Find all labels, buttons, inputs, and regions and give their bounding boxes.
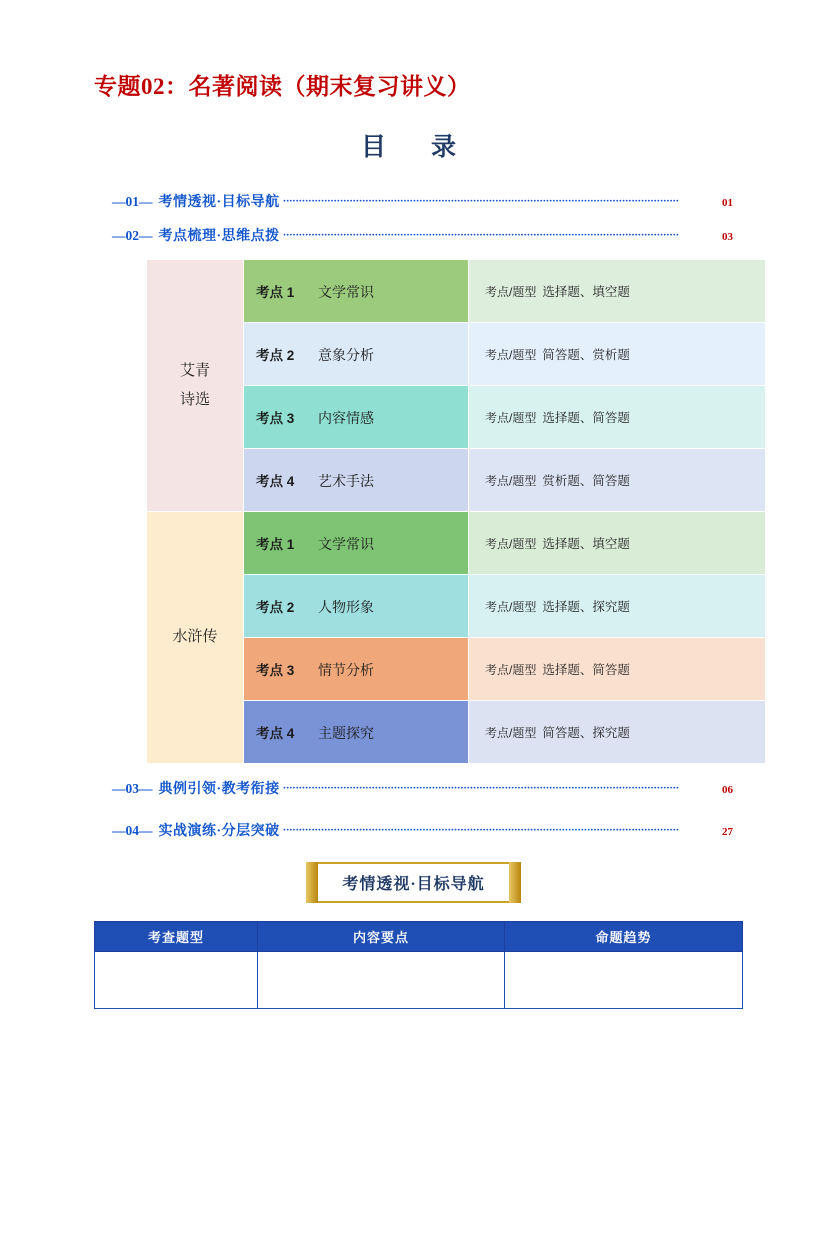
toc-item-3-leader: ····························································································································· — [282, 782, 679, 794]
point-name: 文学常识 — [318, 283, 374, 300]
kind-cell — [469, 323, 766, 386]
kind-cell — [469, 449, 766, 512]
point-name: 主题探究 — [318, 724, 374, 741]
point-cell — [244, 323, 469, 386]
toc-item-3-label: 典例引领·教考衔接 — [158, 782, 280, 797]
point-name: 内容情感 — [318, 409, 374, 426]
kind-label: 考点/题型 — [485, 348, 537, 362]
point-cell — [244, 449, 469, 512]
cell-question-type — [95, 952, 258, 1009]
kind-cell — [469, 638, 766, 701]
table-row — [147, 260, 766, 323]
kind-value: 选择题、填空题 — [542, 285, 630, 299]
section-banner: 考情透视·目标导航 — [306, 862, 520, 903]
toc-item-4-label: 实战演练·分层突破 — [158, 824, 280, 839]
point-name: 人物形象 — [318, 598, 374, 615]
point-cell — [244, 260, 469, 323]
point-name: 文学常识 — [318, 535, 374, 552]
book-title-line-1: 水浒传 — [172, 628, 218, 646]
point-name: 意象分析 — [318, 346, 374, 363]
cell-trend — [505, 952, 743, 1009]
kind-value: 选择题、简答题 — [542, 663, 630, 677]
point-name: 艺术手法 — [318, 472, 374, 489]
book-title-line-1: 艾青 — [179, 362, 210, 379]
toc-item-1[interactable] — [94, 191, 733, 211]
toc-item-3-number: —03— — [112, 781, 153, 796]
kind-label: 考点/题型 — [485, 726, 537, 740]
cell-content-points — [258, 952, 505, 1009]
column-header-content-points: 内容要点 — [258, 922, 505, 952]
point-cell — [244, 575, 469, 638]
point-label: 考点 2 — [256, 347, 295, 363]
document-page — [0, 68, 827, 1237]
toc-item-1-leader: ····························································································································· — [282, 195, 679, 207]
kind-cell — [469, 575, 766, 638]
toc-item-3-page: 06 — [722, 784, 733, 796]
kind-value: 赏析题、简答题 — [542, 474, 630, 488]
kind-label: 考点/题型 — [485, 411, 537, 425]
point-cell — [244, 638, 469, 701]
toc-item-3[interactable] — [94, 778, 733, 798]
toc-item-1-page: 01 — [722, 197, 733, 209]
book-title-shuihu — [147, 512, 244, 764]
toc-item-1-label: 考情透视·目标导航 — [158, 195, 280, 210]
toc-item-2[interactable] — [94, 225, 733, 245]
book-title-aiqing — [147, 260, 244, 512]
section-banner-wrap — [94, 862, 733, 903]
kind-label: 考点/题型 — [485, 474, 537, 488]
point-label: 考点 3 — [256, 410, 295, 426]
kind-cell — [469, 512, 766, 575]
point-cell — [244, 512, 469, 575]
toc-item-1-number: —01— — [112, 194, 153, 209]
toc-item-2-leader: ····························································································································· — [282, 229, 679, 241]
table-row — [95, 952, 743, 1009]
toc-item-2-number: —02— — [112, 228, 153, 243]
toc-item-2-label: 考点梳理·思维点拨 — [158, 229, 280, 244]
kind-cell — [469, 386, 766, 449]
kind-label: 考点/题型 — [485, 285, 537, 299]
kind-value: 选择题、探究题 — [542, 600, 630, 614]
kind-label: 考点/题型 — [485, 537, 537, 551]
page-title: 专题02：名著阅读（期末复习讲义） — [94, 74, 471, 99]
kind-cell — [469, 260, 766, 323]
toc-item-4[interactable] — [94, 820, 733, 840]
toc-item-2-page: 03 — [722, 231, 733, 243]
column-header-question-type: 考查题型 — [95, 922, 258, 952]
kind-value: 简答题、探究题 — [542, 726, 630, 740]
kind-value: 选择题、填空题 — [542, 537, 630, 551]
toc-item-4-page: 27 — [722, 826, 733, 838]
exam-points-matrix — [146, 259, 766, 764]
point-label: 考点 4 — [256, 473, 295, 489]
toc-item-4-leader: ····························································································································· — [282, 824, 679, 836]
point-cell — [244, 386, 469, 449]
point-label: 考点 3 — [256, 662, 295, 678]
column-header-trend: 命题趋势 — [505, 922, 743, 952]
kind-label: 考点/题型 — [485, 600, 537, 614]
toc-item-4-number: —04— — [112, 823, 153, 838]
exam-overview-table — [94, 921, 743, 1009]
table-row — [147, 512, 766, 575]
point-cell — [244, 701, 469, 764]
point-name: 情节分析 — [318, 661, 374, 678]
book-title-line-2: 诗选 — [179, 390, 210, 408]
toc-list — [94, 191, 733, 840]
kind-cell — [469, 701, 766, 764]
point-label: 考点 1 — [256, 284, 295, 300]
point-label: 考点 4 — [256, 725, 295, 741]
table-header-row — [95, 922, 743, 952]
kind-label: 考点/题型 — [485, 663, 537, 677]
kind-value: 简答题、赏析题 — [542, 348, 630, 362]
point-label: 考点 1 — [256, 536, 295, 552]
point-label: 考点 2 — [256, 599, 295, 615]
kind-value: 选择题、简答题 — [542, 411, 630, 425]
toc-heading: 目 录 — [360, 134, 466, 161]
